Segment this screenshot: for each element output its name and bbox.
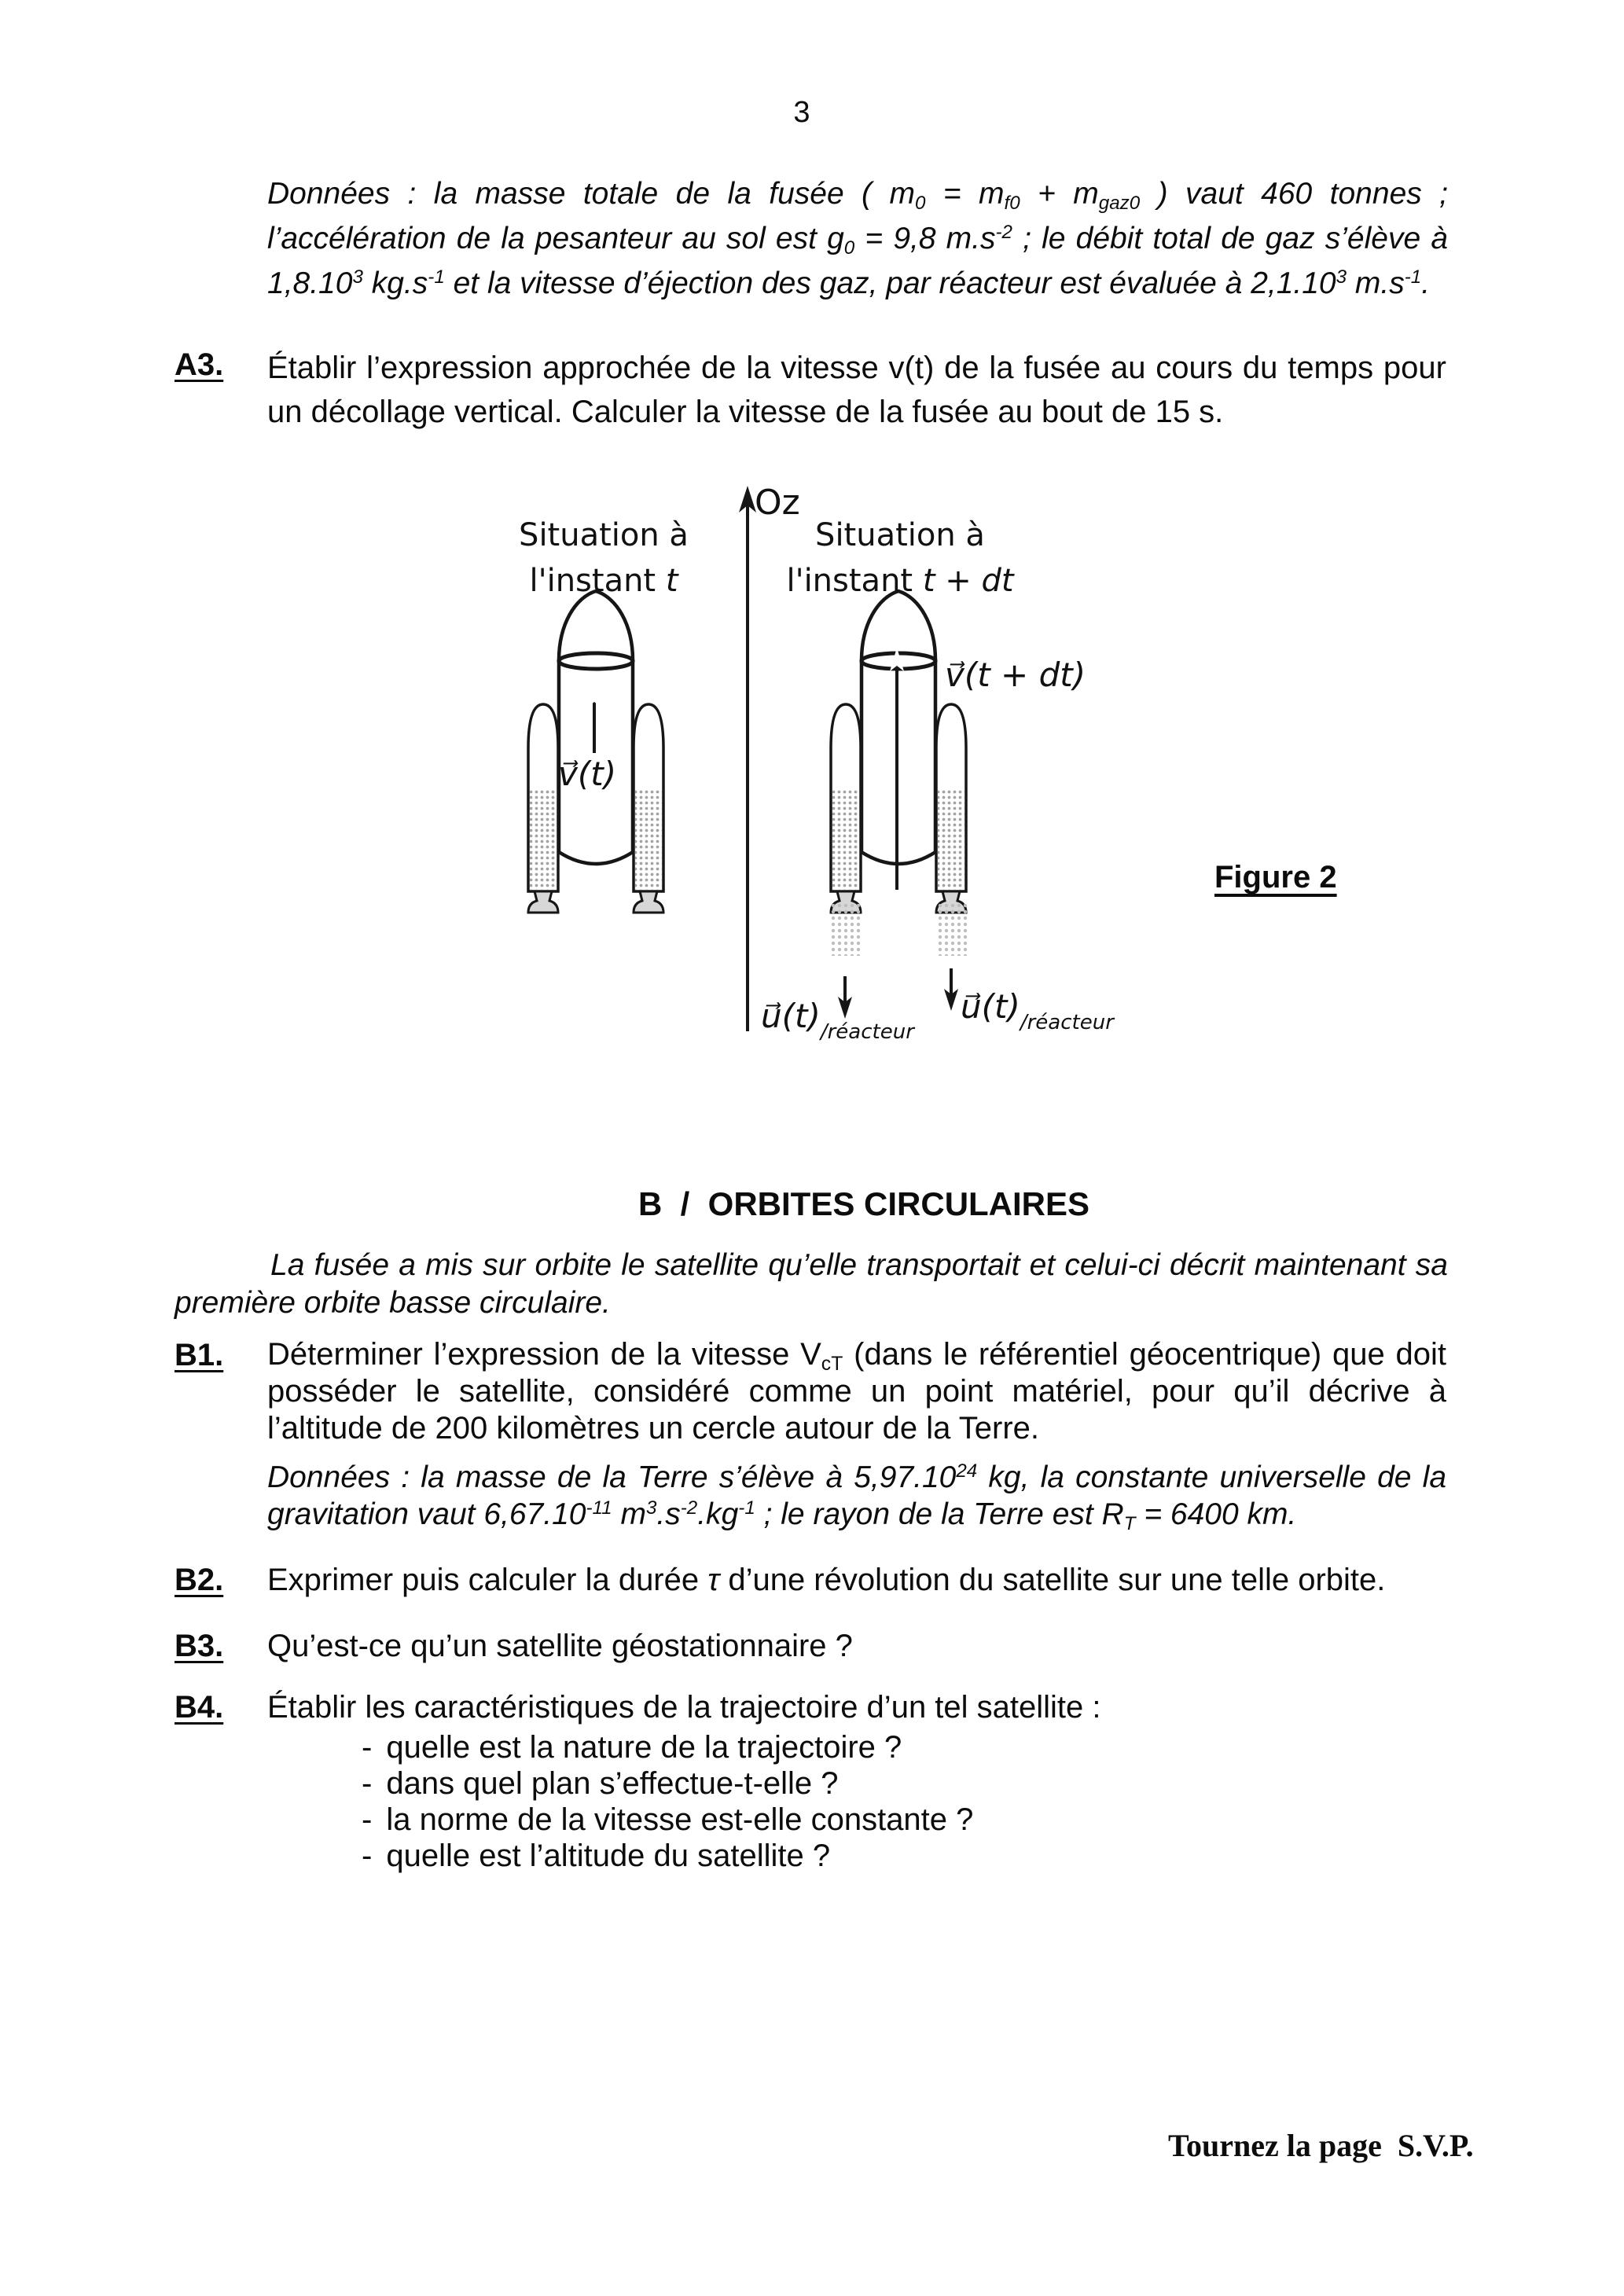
right-rocket-title-line2: l'instant t + dt: [786, 563, 1014, 599]
exhaust-plumes: [830, 904, 967, 956]
bullet-text: quelle est l’altitude du satellite ?: [386, 1839, 831, 1873]
list-item: [362, 1802, 973, 1838]
gas-vector-u-1: u⃗(t): [761, 997, 821, 1035]
section-b-intro: La fusée a mis sur orbite le satellite qu’elle transportait et celui-ci décrit maintenant sa première orbite basse circulaire.: [175, 1248, 1448, 1320]
rocket-at-t: [528, 591, 663, 913]
list-item: [362, 1838, 973, 1874]
question-b2-text: Exprimer puis calculer la durée τ d’une révolution du satellite sur une telle orbite.: [267, 1563, 1386, 1597]
list-item: [362, 1765, 973, 1802]
oz-axis: [739, 486, 756, 1031]
right-rocket-title-line1: Situation à: [815, 517, 985, 553]
question-b3-number: B3.: [175, 1629, 224, 1663]
bullet-text: la norme de la vitesse est-elle constante ?: [386, 1802, 974, 1837]
question-b1-text: Déterminer l’expression de la vitesse $V_{cT}$ (dans le référentiel géocentrique) que doit posséder le satellite, considéré comme un point matériel, pour qu’il décrive à l’altitude de 200 kilomètres un cercle autour de la Terre.: [267, 1337, 1446, 1446]
bullet-dash: -: [362, 1730, 373, 1765]
bullet-dash: -: [362, 1839, 373, 1873]
gas-vector-subscript-2: /réacteur: [1020, 1011, 1114, 1034]
bullet-text: dans quel plan s’effectue-t-elle ?: [386, 1766, 839, 1801]
question-a3-number: A3.: [175, 347, 224, 382]
question-b4-text: Établir les caractéristiques de la trajectoire d’un tel satellite :: [267, 1690, 1101, 1725]
question-b4-bullet-list: [362, 1729, 973, 1874]
section-b-heading: B / ORBITES CIRCULAIRES: [638, 1185, 1090, 1222]
left-rocket-title-line1: Situation à: [519, 517, 689, 553]
question-a3-text: Établir l’expression approchée de la vitesse v(t) de la fusée au cours du temps pour un décollage vertical. Calculer la vitesse de la fusée au bout de 15 s.: [267, 351, 1446, 429]
page-number: 3: [793, 96, 810, 129]
list-item: [362, 1729, 973, 1765]
bullet-dash: -: [362, 1766, 373, 1801]
question-b2-number: B2.: [175, 1563, 224, 1597]
rocket-at-t-plus-dt: [831, 591, 966, 913]
figure-2-diagram: [440, 481, 1148, 1118]
question-b3-text: Qu’est-ce qu’un satellite géostationnaire ?: [267, 1629, 853, 1663]
intro-data-paragraph: Données : la masse totale de la fusée ( $m_0 = m_{f0} + m_{gaz0}$ ) vaut 460 tonnes ; l’accélération de la pesanteur au sol est $g_0 = 9,8$ $m.s^{-2}$ ; le débit total de gaz s’élève à 1,8.10$^3$ $kg.s^{-1}$ et la vitesse d’éjection des gaz, par réacteur est évaluée à 2,1.10$^3$ $m.s^{-1}$.: [267, 177, 1449, 300]
figure-caption: Figure 2: [1214, 860, 1337, 895]
gas-vector-subscript-1: /réacteur: [820, 1020, 914, 1044]
velocity-vector-label-t: v⃗(t): [558, 755, 617, 793]
question-b1-number: B1.: [175, 1338, 224, 1372]
question-b4-number: B4.: [175, 1690, 224, 1725]
question-b1-data: Données : la masse de la Terre s’élève à 5,97.10$^{24}$ kg, la constante universelle de la gravitation vaut $6,67.10^{-11}$ $m^3.s^{-2}.kg^{-1}$ ; le rayon de la Terre est $R_T = 6400$ km.: [267, 1460, 1447, 1535]
left-rocket-title-line2: l'instant t: [529, 563, 678, 599]
bullet-text: quelle est la nature de la trajectoire ?: [386, 1730, 902, 1765]
gas-vector-label-2: [961, 987, 1114, 1034]
gas-vector-label-1: [761, 997, 914, 1044]
velocity-vector-label-t-dt: v⃗(t + dt): [945, 656, 1086, 694]
oz-axis-label: Oz: [755, 483, 800, 523]
gas-vector-u-2: u⃗(t): [961, 987, 1020, 1026]
bullet-dash: -: [362, 1802, 373, 1837]
turn-page-footer: Tournez la page S.V.P.: [1168, 2128, 1474, 2163]
